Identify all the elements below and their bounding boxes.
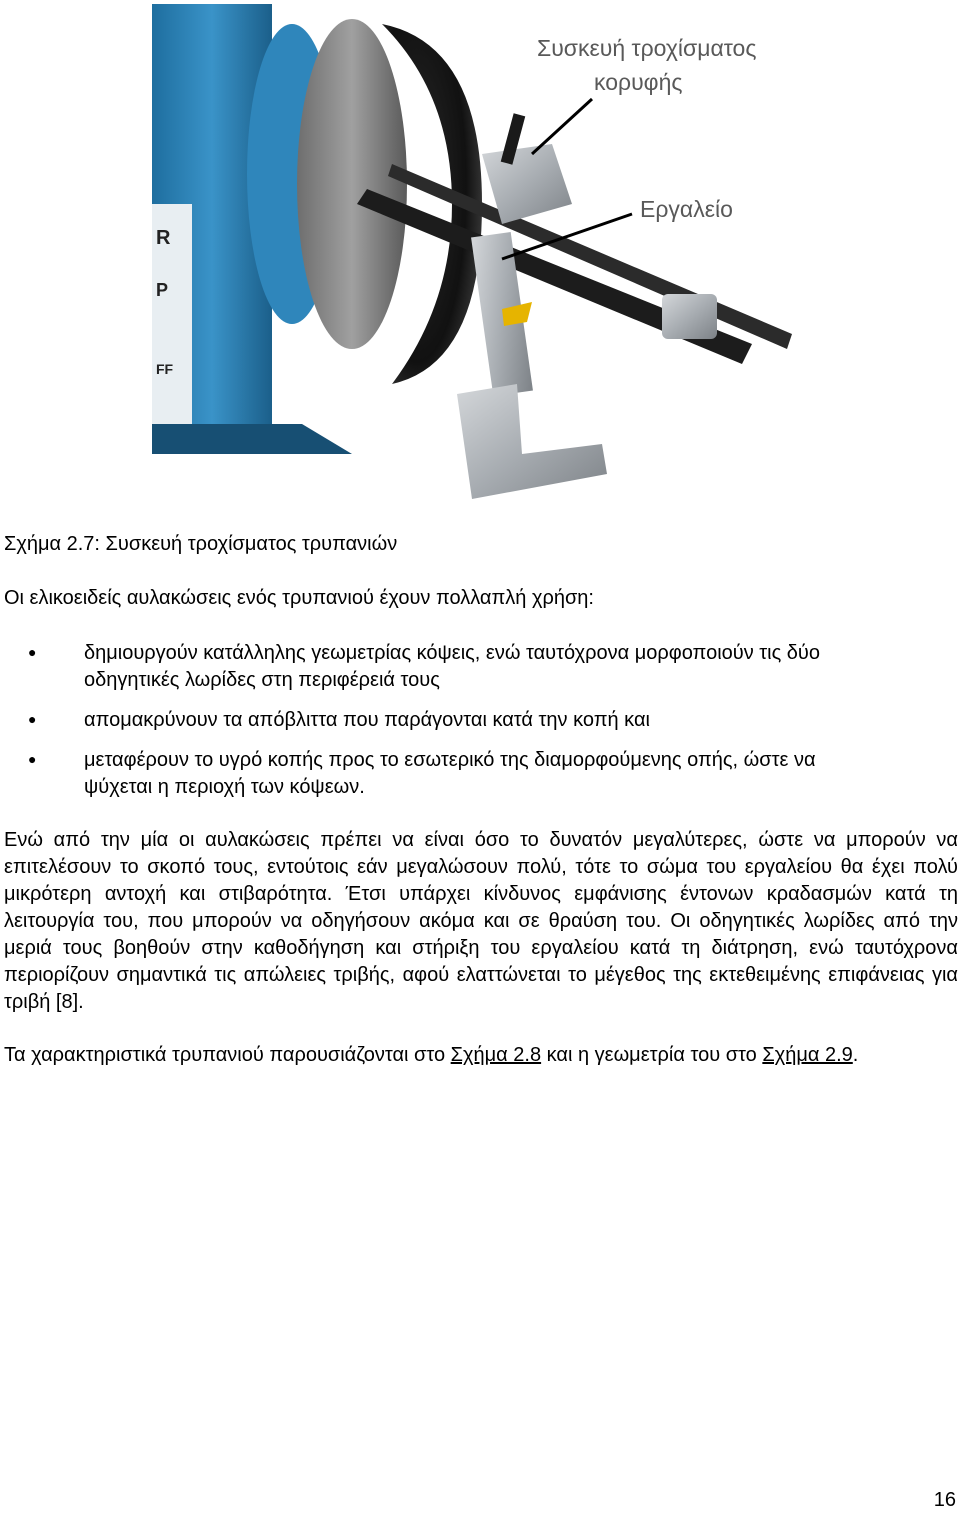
list-item-line: οδηγητικές λωρίδες στη περιφέρειά τους (84, 669, 440, 691)
intro-paragraph: Οι ελικοειδείς αυλακώσεις ενός τρυπανιού έχουν πολλαπλή χρήση: (4, 587, 594, 609)
panel-letter-r: R (156, 227, 171, 249)
list-item-text (84, 707, 958, 734)
body-paragraph: Ενώ από την μία οι αυλακώσεις πρέπει να είναι όσο το δυνατόν μεγαλύτερες, ώστε να μπορούν να επιτελέσουν το σκοπό τους, εντούτοις εάν μεγαλώσουν πολύ, τότε το σώμα του εργαλείου θα έχει πολύ μικρότερη αντοχή και στιβαρότητα. Έτσι υπάρχει κίνδυνος εμφάνισης έντονων κραδασμών κατά τη λειτουργία του, που μπορούν να οδηγήσουν ακόμα και σε θραύση του. Οι οδηγητικές λωρίδες από την μεριά τους βοηθούν στην καθοδήγηση και στήριξη του εργαλείου κατά τη διάτρηση, ενώ ταυτόχρονα περιορίζουν σημαντικά τις απώλειες τριβής, αφού ελαττώνεται το μέγεθος της εκτεθειμένης επιφάνειας για τριβή [8]. (4, 829, 958, 1013)
bullet-icon: ● (28, 751, 37, 767)
figure-caption: Σχήμα 2.7: Συσκευή τροχίσματος τρυπανιών (4, 533, 398, 555)
annotation-tool: Εργαλείο (640, 196, 733, 222)
page-number: 16 (933, 1489, 956, 1511)
final-text-middle: και η γεωμετρία του στο (541, 1044, 763, 1066)
final-text-after: . (852, 1044, 859, 1066)
annotation-device-line2: κορυφής (594, 69, 683, 95)
list-item-line: δημιουργούν κατάλληλης γεωμετρίας κόψεις, ενώ ταυτόχρονα μορφοποιούν τις δύο (84, 642, 820, 664)
list-item-text (84, 640, 958, 694)
list-item-line: μεταφέρουν το υγρό κοπής προς το εσωτερικό της διαμορφούμενης οπής, ώστε να (84, 749, 816, 771)
link-figure-2-8[interactable]: Σχήμα 2.8 (450, 1044, 542, 1066)
annotation-device-line1: Συσκευή τροχίσματος (537, 35, 757, 61)
bullet-icon: ● (28, 711, 37, 727)
list-item-line: απομακρύνουν τα απόβλιττα που παράγονται κατά την κοπή και (84, 709, 650, 731)
list-item-text (84, 747, 958, 801)
bullet-icon: ● (28, 644, 37, 660)
grinding-wheel (297, 19, 407, 349)
link-figure-2-9[interactable]: Σχήμα 2.9 (762, 1044, 853, 1066)
list-item-line: ψύχεται η περιοχή των κόψεων. (84, 776, 365, 798)
drill-grinder-photo (152, 4, 804, 519)
final-text-before: Τα χαρακτηριστικά τρυπανιού παρουσιάζονται στο (4, 1044, 451, 1066)
final-paragraph (4, 1042, 958, 1069)
grinder-figure (152, 4, 804, 519)
panel-letter-ff: FF (156, 361, 174, 377)
panel-letter-p: P (156, 280, 169, 300)
rod-clamp (662, 294, 717, 339)
